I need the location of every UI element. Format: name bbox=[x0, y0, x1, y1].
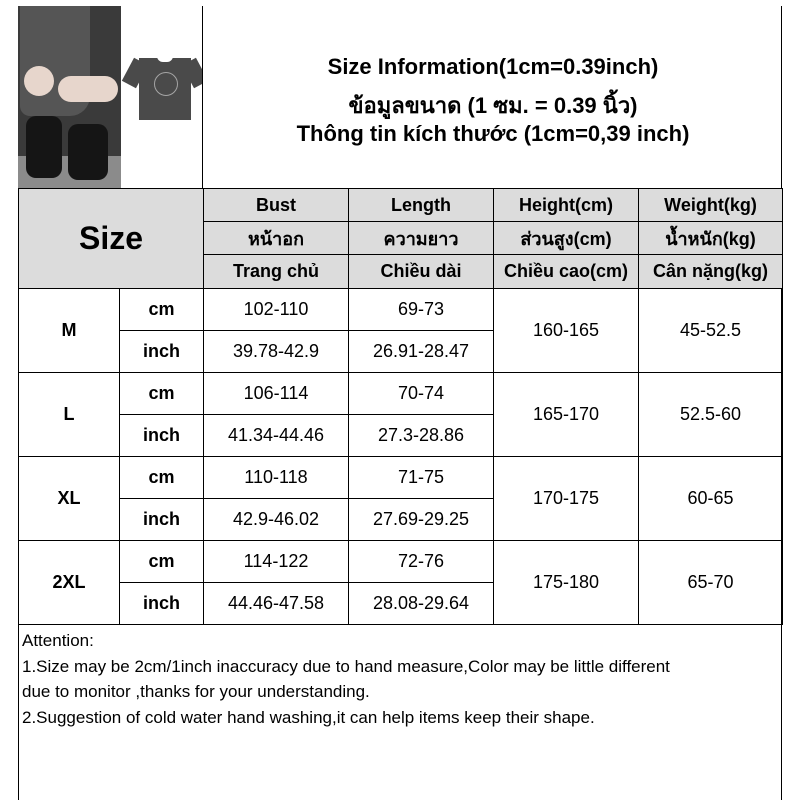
table-row bbox=[19, 373, 783, 415]
column-header-weight-vietnamese: Cân nặng(kg) bbox=[639, 255, 783, 289]
attention-notes bbox=[22, 628, 782, 730]
model-boot bbox=[68, 124, 108, 180]
length-inch: 27.69-29.25 bbox=[349, 499, 494, 541]
unit-label: inch bbox=[120, 415, 204, 457]
tshirt-photo bbox=[121, 6, 202, 188]
bust-inch: 41.34-44.46 bbox=[204, 415, 349, 457]
unit-label: cm bbox=[120, 289, 204, 331]
product-photos bbox=[18, 6, 202, 188]
table-row bbox=[19, 289, 783, 331]
unit-label: cm bbox=[120, 457, 204, 499]
model-hand bbox=[24, 66, 54, 96]
column-header-length-vietnamese: Chiều dài bbox=[349, 255, 494, 289]
length-cm: 70-74 bbox=[349, 373, 494, 415]
length-cm: 72-76 bbox=[349, 541, 494, 583]
heading-vietnamese: Thông tin kích thước (1cm=0,39 inch) bbox=[296, 121, 690, 146]
column-header-height-thai: ส่วนสูง(cm) bbox=[494, 222, 639, 255]
notes-title: Attention: bbox=[22, 631, 94, 650]
heading-thai: ข้อมูลขนาด (1 ซม. = 0.39 นิ้ว) bbox=[348, 93, 638, 118]
bust-cm: 106-114 bbox=[204, 373, 349, 415]
bust-cm: 102-110 bbox=[204, 289, 349, 331]
size-name: L bbox=[19, 373, 120, 457]
tshirt-print bbox=[154, 72, 178, 96]
model-photo bbox=[18, 6, 121, 188]
model-leg bbox=[58, 76, 118, 102]
bust-inch: 39.78-42.9 bbox=[204, 331, 349, 373]
bust-inch: 42.9-46.02 bbox=[204, 499, 349, 541]
column-header-height-vietnamese: Chiều cao(cm) bbox=[494, 255, 639, 289]
size-info-heading bbox=[202, 6, 782, 188]
weight-value: 65-70 bbox=[639, 541, 783, 625]
unit-label: inch bbox=[120, 583, 204, 625]
column-header-bust: Bust bbox=[204, 189, 349, 222]
unit-label: cm bbox=[120, 541, 204, 583]
model-boot bbox=[26, 116, 62, 178]
length-inch: 26.91-28.47 bbox=[349, 331, 494, 373]
table-row bbox=[19, 457, 783, 499]
size-name: XL bbox=[19, 457, 120, 541]
unit-label: cm bbox=[120, 373, 204, 415]
weight-value: 60-65 bbox=[639, 457, 783, 541]
bust-cm: 110-118 bbox=[204, 457, 349, 499]
note-line: due to monitor ,thanks for your understanding. bbox=[22, 682, 370, 701]
note-line: 2.Suggestion of cold water hand washing,it can help items keep their shape. bbox=[22, 707, 595, 727]
size-name: M bbox=[19, 289, 120, 373]
unit-label: inch bbox=[120, 331, 204, 373]
bust-cm: 114-122 bbox=[204, 541, 349, 583]
column-header-height: Height(cm) bbox=[494, 189, 639, 222]
height-value: 160-165 bbox=[494, 289, 639, 373]
column-header-length-thai: ความยาว bbox=[349, 222, 494, 255]
bust-inch: 44.46-47.58 bbox=[204, 583, 349, 625]
height-value: 165-170 bbox=[494, 373, 639, 457]
length-cm: 69-73 bbox=[349, 289, 494, 331]
column-header-bust-vietnamese: Trang chủ bbox=[204, 255, 349, 289]
heading-english: Size Information(1cm=0.39inch) bbox=[327, 54, 659, 79]
weight-value: 52.5-60 bbox=[639, 373, 783, 457]
unit-label: inch bbox=[120, 499, 204, 541]
note-line: 1.Size may be 2cm/1inch inaccuracy due to hand measure,Color may be little different bbox=[22, 656, 670, 676]
size-header: Size bbox=[19, 189, 204, 289]
height-value: 175-180 bbox=[494, 541, 639, 625]
column-header-length: Length bbox=[349, 189, 494, 222]
size-name: 2XL bbox=[19, 541, 120, 625]
column-header-weight: Weight(kg) bbox=[639, 189, 783, 222]
column-header-weight-thai: น้ำหนัก(kg) bbox=[639, 222, 783, 255]
size-table bbox=[18, 188, 783, 625]
column-header-bust-thai: หน้าอก bbox=[204, 222, 349, 255]
height-value: 170-175 bbox=[494, 457, 639, 541]
length-inch: 28.08-29.64 bbox=[349, 583, 494, 625]
length-inch: 27.3-28.86 bbox=[349, 415, 494, 457]
weight-value: 45-52.5 bbox=[639, 289, 783, 373]
length-cm: 71-75 bbox=[349, 457, 494, 499]
table-row bbox=[19, 541, 783, 583]
